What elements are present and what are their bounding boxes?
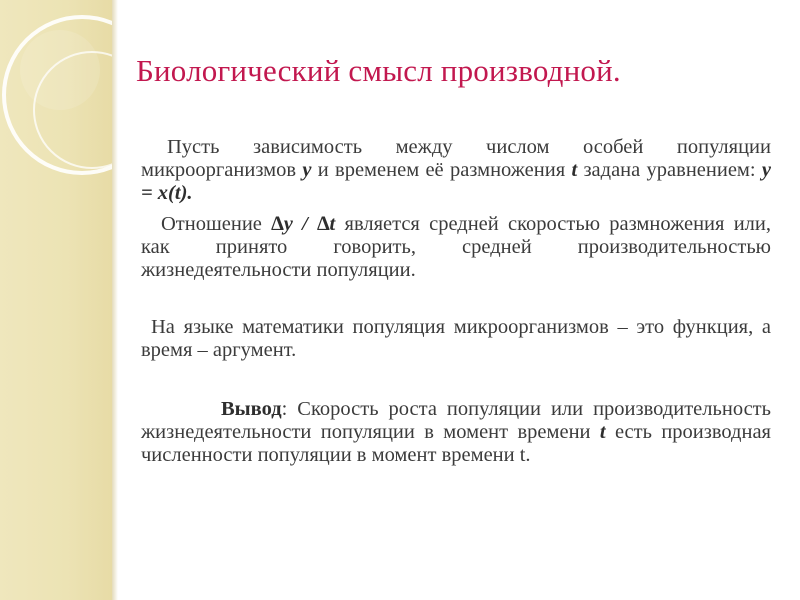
text: Пусть зависимость между числом особей популяции микроорганизмов xyxy=(141,136,771,181)
stripe-shadow xyxy=(112,0,118,600)
slide-body xyxy=(141,136,771,467)
ratio-formula: ∆y / ∆t xyxy=(271,213,336,235)
variable-y: y xyxy=(302,159,312,181)
decorative-left-stripe xyxy=(0,0,112,600)
text: есть производная численности популяции в момент времени t. xyxy=(141,421,771,466)
text: : Скорость роста популяции или производительность жизнедеятельности популяции в момент времени xyxy=(141,398,771,443)
equation: y = x(t). xyxy=(141,159,771,204)
paragraph-ratio xyxy=(141,213,771,282)
text: Отношение xyxy=(161,213,272,235)
text: задана уравнением: xyxy=(577,159,762,181)
paragraph-definition xyxy=(141,136,771,205)
conclusion-label: Вывод xyxy=(221,398,282,420)
slide-title: Биологический смысл производной. xyxy=(136,53,621,88)
variable-t: t xyxy=(599,421,606,443)
text: является средней скоростью размножения или, как принято говорить, средней производительностью жизнедеятельности популяции. xyxy=(141,213,772,281)
paragraph-conclusion xyxy=(141,398,771,467)
decorative-circles-icon xyxy=(0,0,112,600)
paragraph-math-language: На языке математики популяция микроорганизмов – это функция, а время – аргумент. xyxy=(141,316,771,361)
variable-t: t xyxy=(571,159,578,181)
text: и временем её размножения xyxy=(311,159,572,181)
